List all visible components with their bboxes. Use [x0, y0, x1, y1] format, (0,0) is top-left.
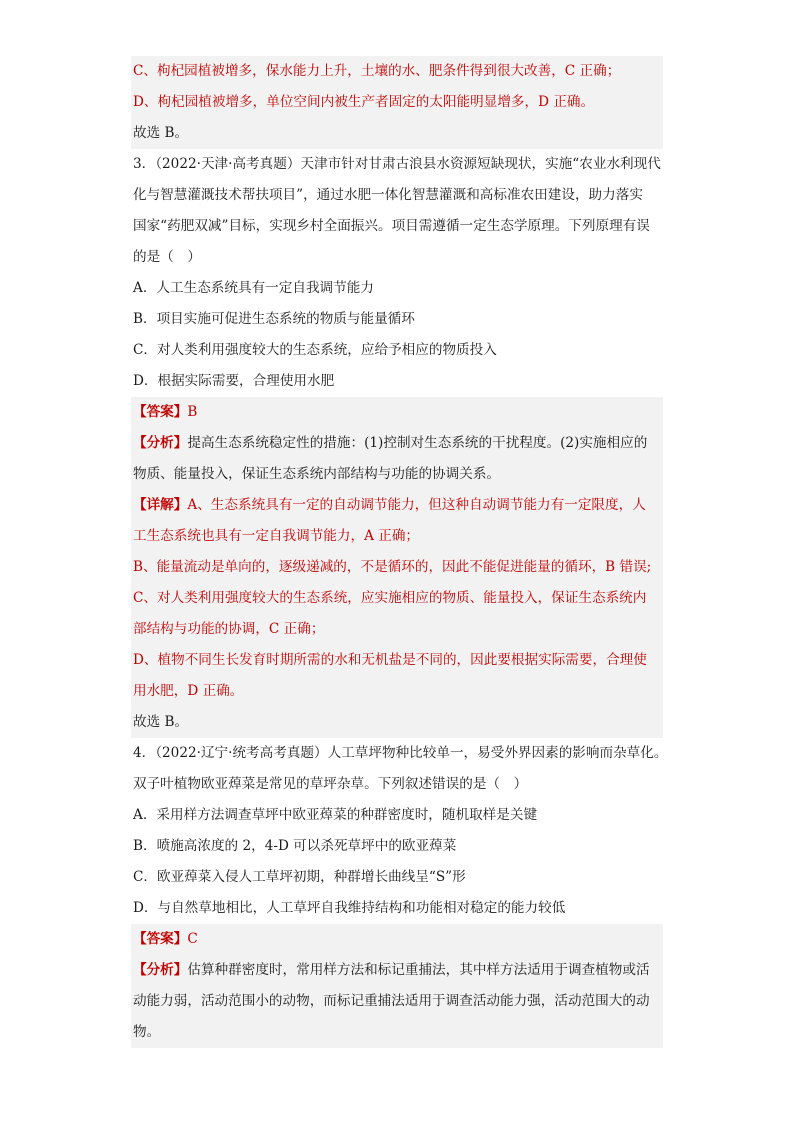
q3-option-c: C．对人类利用强度较大的生态系统，应给予相应的物质投入 — [133, 342, 497, 358]
detail-text: A、生态系统具有一定的自动调节能力，但这种自动调节能力有一定限度，人 — [187, 497, 646, 513]
q4-option-d: D．与自然草地相比，人工草坪自我维持结构和功能相对稳定的能力较低 — [133, 900, 566, 916]
q3-choose: 故选 B。 — [131, 707, 663, 738]
q4-option-b: B．喷施高浓度的 2，4-D 可以杀死草坪中的欧亚蔊菜 — [133, 838, 457, 854]
q4-stem-line-1: 4．（2022·辽宁·统考高考真题）人工草坪物种比较单一，易受外界因素的影响而杂草化。 — [133, 745, 668, 761]
q4-answer — [131, 924, 663, 955]
q3-analysis-line-1 — [131, 428, 663, 459]
analysis-text: 估算种群密度时，常用样方法和标记重捕法，其中样方法适用于调查植物或活 — [187, 962, 650, 978]
q3-detail-line-4: C、对人类利用强度较大的生态系统，应实施相应的物质、能量投入，保证生态系统内 — [131, 583, 663, 614]
analysis-text: 提高生态系统稳定性的措施：(1)控制对生态系统的干扰程度。(2)实施相应的 — [187, 435, 648, 451]
q3-analysis-line-2: 物质、能量投入，保证生态系统内部结构与功能的协调关系。 — [131, 459, 663, 490]
document-page — [131, 56, 668, 1048]
q3-detail-line-5: 部结构与功能的协调，C 正确； — [131, 614, 663, 645]
q4-stem-line-2: 双子叶植物欧亚蔊菜是常见的草坪杂草。下列叙述错误的是（ ） — [133, 776, 528, 792]
q3-stem-line-2: 化与智慧灌溉技术帮扶项目”，通过水肥一体化智慧灌溉和高标准农田建设，助力落实 — [133, 187, 643, 203]
q4-option-c: C．欧亚蔊菜入侵人工草坪初期，种群增长曲线呈“S”形 — [133, 869, 466, 885]
q4-analysis-line-2: 动能力弱，活动范围小的动物，而标记重捕法适用于调查活动能力强，活动范围大的动 — [131, 986, 663, 1017]
q2-choose: 故选 B。 — [131, 118, 663, 149]
q4-option-a: A．采用样方法调查草坪中欧亚蔊菜的种群密度时，随机取样是关键 — [133, 807, 538, 823]
q3-detail-line-7: 用水肥，D 正确。 — [131, 676, 663, 707]
q3-detail-line-1 — [131, 490, 663, 521]
q3-option-d: D．根据实际需要，合理使用水肥 — [133, 373, 335, 389]
analysis-tag: 【分析】 — [133, 962, 188, 978]
answer-tag: 【答案】 — [133, 404, 188, 420]
q3-detail-line-2: 工生态系统也具有一定自我调节能力，A 正确； — [131, 521, 663, 552]
q3-option-a: A．人工生态系统具有一定自我调节能力 — [133, 280, 374, 296]
q4-analysis-line-3: 物。 — [131, 1017, 663, 1048]
q3-detail-line-3: B、能量流动是单向的，逐级递减的，不是循环的，因此不能促进能量的循环，B 错误; — [131, 552, 663, 583]
q2-option-c-explanation: C、枸杞园植被增多，保水能力上升，土壤的水、肥条件得到很大改善，C 正确； — [131, 56, 663, 87]
q2-option-d-explanation: D、枸杞园植被增多，单位空间内被生产者固定的太阳能明显增多，D 正确。 — [131, 87, 663, 118]
analysis-tag: 【分析】 — [133, 435, 188, 451]
q3-option-b: B．项目实施可促进生态系统的物质与能量循环 — [133, 311, 415, 327]
detail-tag: 【详解】 — [133, 497, 188, 513]
q3-stem-line-1: 3．（2022·天津·高考真题）天津市针对甘肃古浪县水资源短缺现状，实施“农业水利现代 — [133, 156, 661, 172]
q3-stem-line-3: 国家“药肥双减”目标，实现乡村全面振兴。项目需遵循一定生态学原理。下列原理有误 — [133, 218, 650, 234]
q3-stem-line-4: 的是（ ） — [133, 249, 201, 265]
answer-tag: 【答案】 — [133, 931, 188, 947]
answer-value: C — [187, 931, 198, 947]
q3-detail-line-6: D、植物不同生长发育时期所需的水和无机盐是不同的，因此要根据实际需要，合理使 — [131, 645, 663, 676]
answer-value: B — [187, 404, 198, 420]
q4-analysis-line-1 — [131, 955, 663, 986]
q3-answer — [131, 397, 663, 428]
